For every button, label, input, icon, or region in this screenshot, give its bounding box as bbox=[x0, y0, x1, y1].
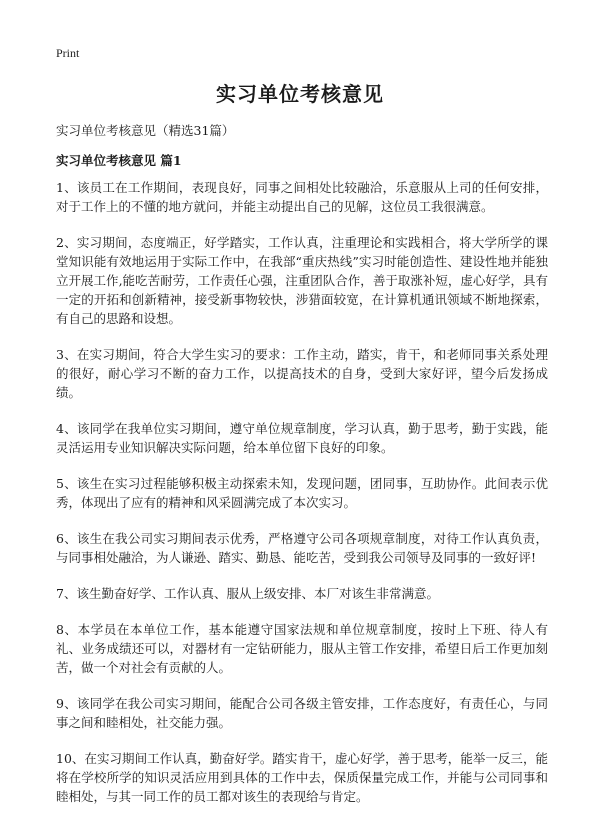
page-title: 实习单位考核意见 bbox=[216, 82, 384, 106]
paragraph: 7、该生勤奋好学、工作认真、服从上级安排、本厂对该生非常满意。 bbox=[56, 586, 439, 601]
section-heading: 实习单位考核意见 篇1 bbox=[56, 153, 182, 168]
paragraph: 10、在实习期间工作认真，勤奋好学。踏实肯干，虚心好学，善于思考，能举一反三，能将在学校所学的知识灵活应用到具体的工作中去，保质保量完成工作，并能与公司同事和睦相处，与其一同工作的员工都对该生的表现给与肯定。 bbox=[56, 751, 548, 804]
document-subtitle: 实习单位考核意见（精选31篇） bbox=[56, 123, 235, 138]
article-body bbox=[56, 178, 548, 823]
paragraph: 4、该同学在我单位实习期间，遵守单位规章制度，学习认真，勤于思考，勤于实践，能灵活运用专业知识解决实际问题，给本单位留下良好的印象。 bbox=[56, 421, 548, 455]
paragraph: 5、该生在实习过程能够积极主动探索未知，发现问题，团同事，互助协作。此间表示优秀，体现出了应有的精神和风采圆满完成了本次实习。 bbox=[56, 476, 548, 510]
paragraph: 8、本学员在本单位工作，基本能遵守国家法规和单位规章制度，按时上下班、待人有礼、业务成绩还可以，对器材有一定钻研能力，服从主管工作安排，希望日后工作更加刻苦，做一个对社会有贡献的人。 bbox=[56, 622, 548, 675]
paragraph: 9、该同学在我公司实习期间，能配合公司各级主管安排，工作态度好，有责任心，与同事之间和睦相处，社交能力强。 bbox=[56, 696, 548, 730]
paragraph: 1、该员工在工作期间，表现良好，同事之间相处比较融洽，乐意服从上司的任何安排，对于工作上的不懂的地方就问，并能主动提出自己的见解，这位员工我很满意。 bbox=[56, 180, 548, 214]
paragraph: 2、实习期间，态度端正，好学踏实，工作认真，注重理论和实践相合，将大学所学的课堂知识能有效地运用于实际工作中，在我部“重庆热线”实习时能创造性、建设性地并能独立开展工作,能吃苦耐劳，工作责任心强，注重团队合作，善于取涨补短，虚心好学，具有一定的开拓和创新精神，接受新事物较快，涉猎面较宽，在计算机通讯领域不断地探索，有自己的思路和设想。 bbox=[56, 235, 548, 326]
paragraph: 3、在实习期间，符合大学生实习的要求：工作主动，踏实，肯干，和老师同事关系处理的很好，耐心学习不断的奋力工作，以提高技术的自身，受到大家好评，望今后发扬成绩。 bbox=[56, 347, 548, 400]
paragraph: 6、该生在我公司实习期间表示优秀，严格遵守公司各项规章制度，对待工作认真负责，与同事相处融洽，为人谦逊、踏实、勤恳、能吃苦，受到我公司领导及同事的一致好评! bbox=[56, 531, 548, 565]
print-link[interactable]: Print bbox=[56, 46, 80, 60]
